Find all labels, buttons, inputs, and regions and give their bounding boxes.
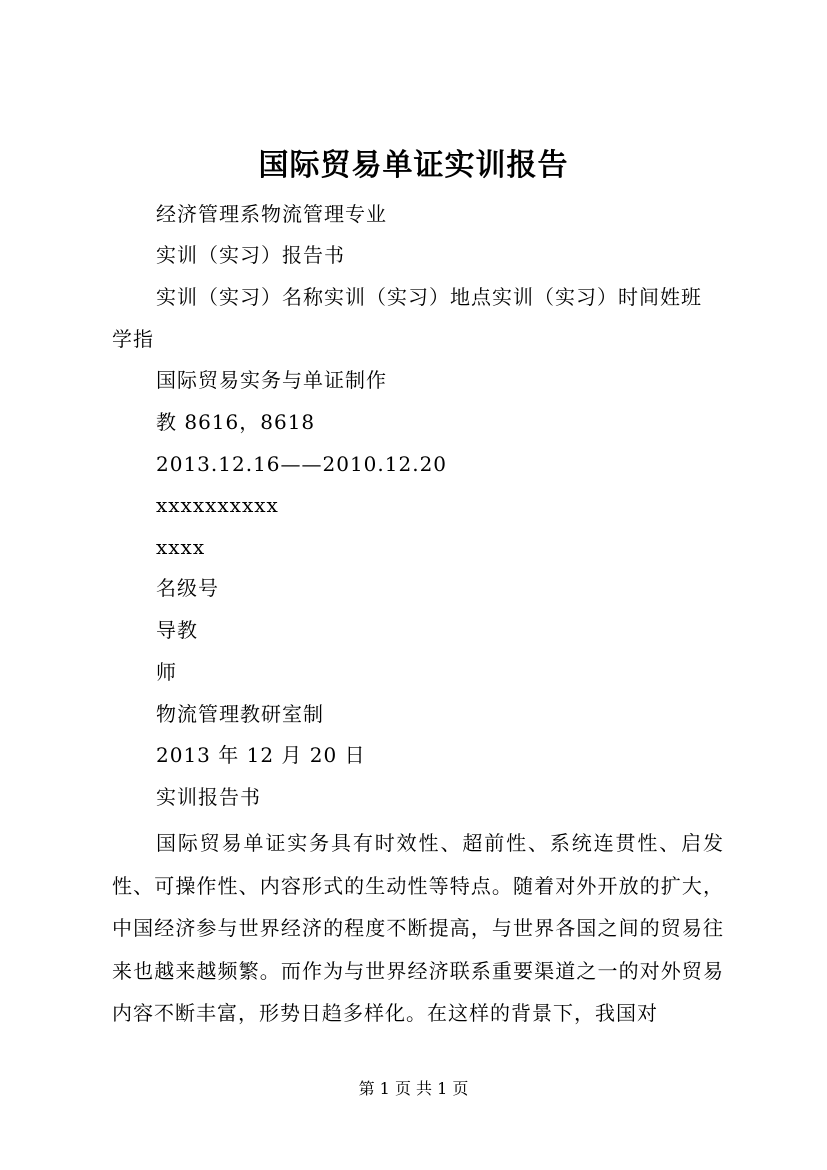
page-footer: 第 1 页 共 1 页 [358, 1079, 469, 1098]
training-fields-wrap-line: 学指 [112, 327, 154, 351]
training-fields-line: 实训（实习）名称实训（实习）地点实训（实习）时间姓班 [156, 285, 702, 309]
teacher-line: 师 [156, 660, 177, 684]
placeholder-line-short: xxxx [156, 535, 206, 559]
instructor-line: 导教 [156, 618, 198, 642]
date-range-line: 2013.12.16——2010.12.20 [156, 452, 448, 476]
report-date-line: 2013 年 12 月 20 日 [156, 743, 366, 767]
department-line: 经济管理系物流管理专业 [156, 202, 387, 226]
placeholder-line-long: xxxxxxxxxx [156, 493, 279, 517]
body-paragraph: 国际贸易单证实务具有时效性、超前性、系统连贯性、启发性、可操作性、内容形式的生动性等特点。随着对外开放的扩大，中国经济参与世界经济的程度不断提高，与世界各国之间的贸易往来也越来越频繁。而作为与世界经济联系重要渠道之一的对外贸易内容不断丰富，形势日趋多样化。在这样的背景下，我国对 [112, 831, 724, 1025]
course-name-line: 国际贸易实务与单证制作 [156, 368, 387, 392]
location-line: 教 8616，8618 [156, 410, 316, 434]
document-title: 国际贸易单证实训报告 [258, 148, 569, 183]
name-class-number-line: 名级号 [156, 576, 219, 600]
report-book-line: 实训（实习）报告书 [156, 243, 345, 267]
section-heading: 实训报告书 [156, 785, 261, 809]
office-line: 物流管理教研室制 [156, 702, 324, 726]
